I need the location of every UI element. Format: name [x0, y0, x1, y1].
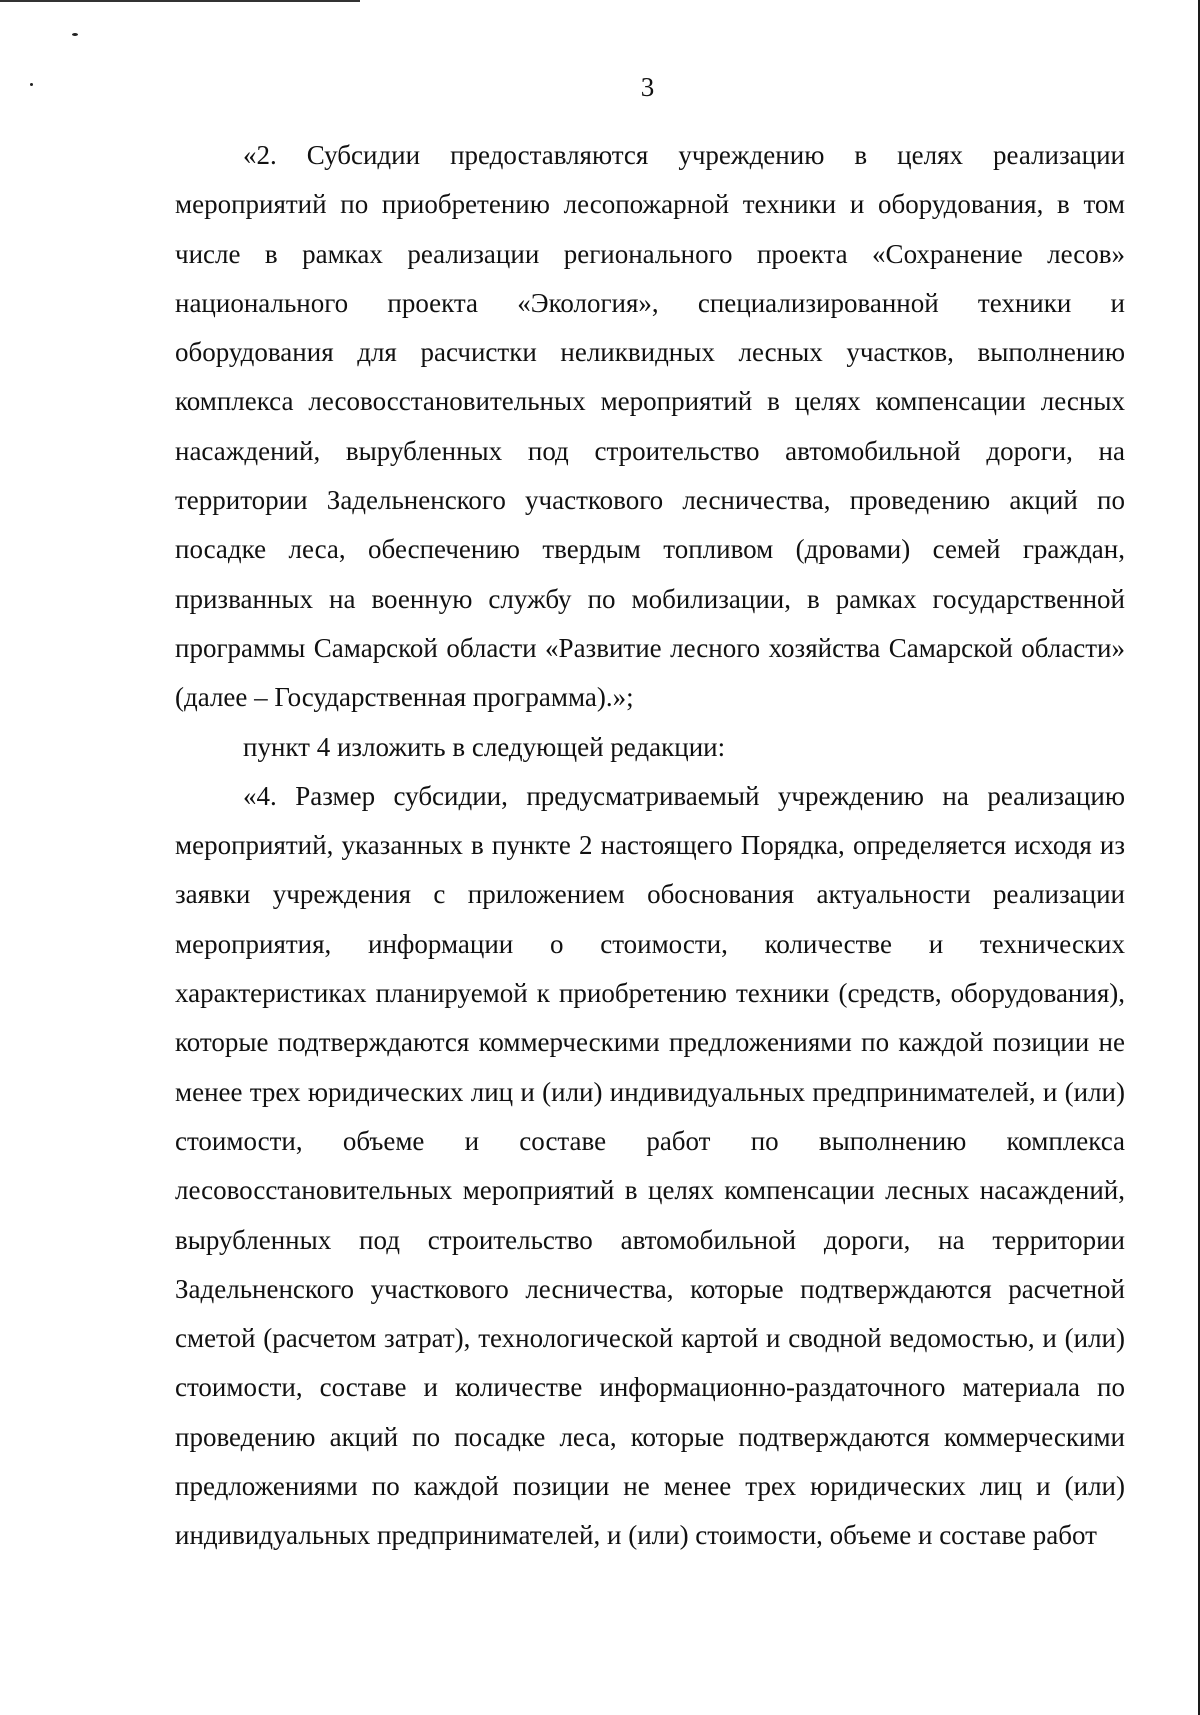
paragraph-subsidy-purpose: «2. Субсидии предоставляются учреждению в целях реализации мероприятий по приобретению лесопожарной техники и оборудования, в том числе в рамках реализации регионального проекта «Сохранение лесов» национального проекта «Экология», специализированной техники и оборудования для расчистки неликвидных лесных участков, выполнению комплекса лесовосстановительных мероприятий в целях компенсации лесных насаждений, вырубленных под строительство автомобильной дороги, на территории Задельненского участкового лесничества, проведению акций по посадке леса, обеспечению твердым топливом (дровами) семей граждан, призванных на военную службу по мобилизации, в рамках государственной программы Самарской области «Развитие лесного хозяйства Самарской области» (далее – Государственная программа).»; [175, 140, 1125, 713]
scan-speck [72, 33, 78, 36]
paragraph-subsidy-amount: «4. Размер субсидии, предусматриваемый учреждению на реализацию мероприятий, указанных в пункте 2 настоящего Порядка, определяется исходя из заявки учреждения с приложением обоснования актуальности реализации мероприятия, информации о стоимости, количестве и технических характеристиках планируемой к приобретению техники (средств, оборудования), которые подтверждаются коммерческими предложениями по каждой позиции не менее трех юридических лиц и (или) индивидуальных предпринимателей, и (или) стоимости, объеме и составе работ по выполнению комплекса лесовосстановительных мероприятий в целях компенсации лесных насаждений, вырубленных под строительство автомобильной дороги, на территории Задельненского участкового лесничества, которые подтверждаются расчетной сметой (расчетом затрат), технологической картой и сводной ведомостью, и (или) стоимости, составе и количестве информационно-раздаточного материала по проведению акций по посадке леса, которые подтверждаются коммерческими предложениями по каждой позиции не менее трех юридических лиц и (или) индивидуальных предпринимателей, и (или) стоимости, объеме и составе работ [175, 780, 1125, 1551]
scan-edge-top [0, 0, 360, 2]
page-number: 3 [640, 72, 655, 102]
paragraph-amendment-instruction: пункт 4 изложить в следующей редакции: [243, 731, 726, 762]
document-body [175, 131, 1125, 1561]
